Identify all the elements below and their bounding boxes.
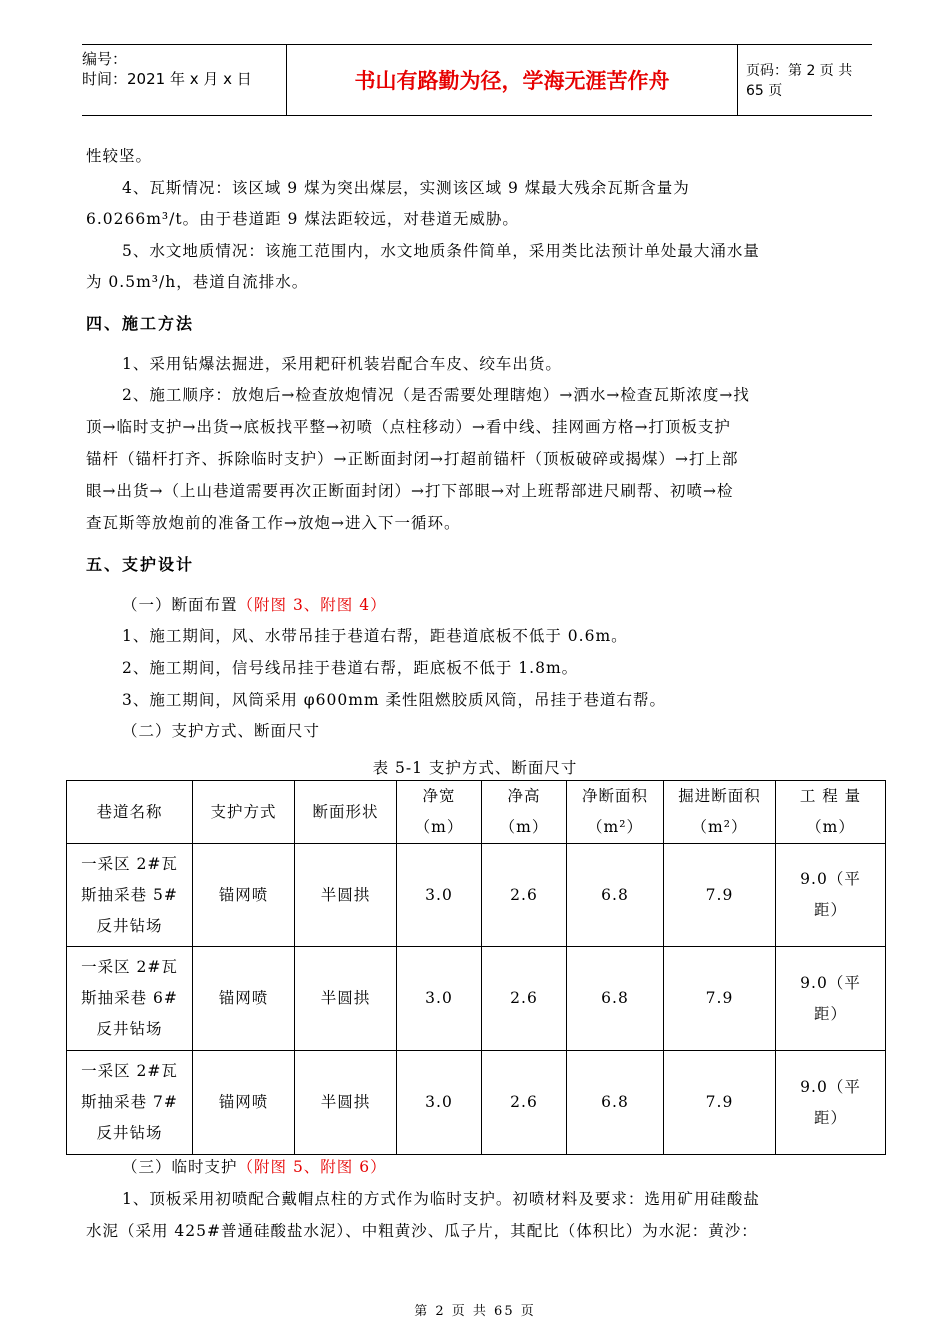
cell-name <box>67 947 193 1051</box>
cell-width: 3.0 <box>397 1051 482 1155</box>
header-width-unit: （m） <box>414 818 464 836</box>
header-motto: 书山有路勤为径，学海无涯苦作舟 <box>286 45 738 115</box>
header-height-unit: （m） <box>499 818 549 836</box>
header-shape: 断面形状 <box>295 781 397 844</box>
cell-quantity-line: 9.0（平 <box>800 1077 861 1096</box>
header-net-area <box>567 781 664 844</box>
page-footer: 第 2 页 共 65 页 <box>414 1304 536 1319</box>
paragraph-temporary-line2: 水泥（采用 425#普通硅酸盐水泥）、中粗黄沙、瓜子片，其配比（体积比）为水泥：黄沙： <box>86 1222 758 1240</box>
cell-name-line: 一采区 2#瓦 <box>81 1062 178 1080</box>
cell-height: 2.6 <box>482 1051 567 1155</box>
header-name: 巷道名称 <box>67 781 193 844</box>
cell-height: 2.6 <box>482 844 567 947</box>
cell-quantity <box>776 844 886 947</box>
paragraph-sequence-line1: 2、施工顺序：放炮后→检查放炮情况（是否需要处理瞎炮）→洒水→检查瓦斯浓度→找 <box>122 386 750 404</box>
paragraph-layout-2: 2、施工期间，信号线吊挂于巷道右帮，距底板不低于 1.8m。 <box>122 659 579 677</box>
header-net-area-unit: （m²） <box>587 818 643 836</box>
cell-name <box>67 844 193 947</box>
paragraph-gas-line2: 6.0266m³/t。由于巷道距 9 煤法距较远，对巷道无威胁。 <box>86 210 519 228</box>
cell-quantity-line: 距） <box>813 1108 847 1127</box>
cell-name-line: 斯抽采巷 6# <box>81 989 178 1007</box>
cell-support: 锚网喷 <box>193 947 295 1051</box>
subheading-support-dimensions: （二）支护方式、断面尺寸 <box>122 722 321 740</box>
cell-dig-area: 7.9 <box>664 1051 776 1155</box>
cell-name <box>67 1051 193 1155</box>
cell-name-line: 斯抽采巷 7# <box>81 1093 178 1111</box>
cell-quantity <box>776 1051 886 1155</box>
cell-name-line: 反井钻场 <box>96 1124 163 1142</box>
cell-quantity-line: 距） <box>813 1004 847 1023</box>
cell-net-area: 6.8 <box>567 1051 664 1155</box>
table-header-row <box>67 781 886 844</box>
paragraph-temporary-line1: 1、顶板采用初喷配合戴帽点柱的方式作为临时支护。初喷材料及要求：选用矿用硅酸盐 <box>122 1190 760 1208</box>
cell-name-line: 一采区 2#瓦 <box>81 854 178 873</box>
section-heading-support: 五、支护设计 <box>86 555 195 574</box>
subheading-text: （一）断面布置 <box>122 596 238 614</box>
section-heading-construction: 四、施工方法 <box>86 314 195 333</box>
page-header <box>82 44 872 116</box>
cell-quantity-line: 距） <box>813 901 847 919</box>
paragraph-method-1: 1、采用钻爆法掘进，采用耙矸机装岩配合车皮、绞车出货。 <box>122 355 562 373</box>
cell-quantity-line: 9.0（平 <box>800 973 861 992</box>
paragraph-hydro-line2: 为 0.5m³/h，巷道自流排水。 <box>86 273 309 291</box>
cell-net-area: 6.8 <box>567 844 664 947</box>
cell-name-line: 一采区 2#瓦 <box>81 958 178 976</box>
cell-shape: 半圆拱 <box>295 844 397 947</box>
document-number-label: 编号： <box>82 50 128 68</box>
table-row <box>67 947 886 1051</box>
cell-support: 锚网喷 <box>193 1051 295 1155</box>
paragraph-layout-3: 3、施工期间，风筒采用 φ600mm 柔性阻燃胶质风筒，吊挂于巷道右帮。 <box>122 691 667 709</box>
cell-dig-area: 7.9 <box>664 947 776 1051</box>
table-row <box>67 844 886 947</box>
paragraph-line: 性较坚。 <box>86 147 153 165</box>
cell-name-line: 反井钻场 <box>96 916 163 935</box>
cell-height: 2.6 <box>482 947 567 1051</box>
header-width <box>397 781 482 844</box>
subheading-text: （三）临时支护 <box>122 1158 238 1176</box>
paragraph-hydro-line1: 5、水文地质情况：该施工范围内，水文地质条件简单，采用类比法预计单处最大涌水量 <box>122 242 760 260</box>
cell-name-line: 反井钻场 <box>96 1020 163 1038</box>
cell-width: 3.0 <box>397 844 482 947</box>
cell-net-area: 6.8 <box>567 947 664 1051</box>
subheading-section-layout <box>122 595 912 615</box>
cell-name-line: 斯抽采巷 5# <box>81 885 178 904</box>
paragraph-sequence-line3: 锚杆（锚杆打齐、拆除临时支护）→正断面封闭→打超前锚杆（顶板破碎或揭煤）→打上部 <box>86 450 739 468</box>
cell-quantity-line: 9.0（平 <box>800 870 861 888</box>
paragraph-sequence-line2: 顶→临时支护→出货→底板找平整→初喷（点柱移动）→看中线、挂网画方格→打顶板支护 <box>86 418 731 436</box>
header-quantity-label: 工 程 量 <box>799 787 862 805</box>
support-table <box>66 780 886 1155</box>
header-support: 支护方式 <box>193 781 295 844</box>
cell-shape: 半圆拱 <box>295 1051 397 1155</box>
document-time-label: 时间：2021 年 x 月 x 日 <box>82 70 252 88</box>
table-caption: 表 5-1 支护方式、断面尺寸 <box>372 759 578 777</box>
header-dig-area <box>664 781 776 844</box>
header-meta <box>82 49 278 109</box>
table-row <box>67 1051 886 1155</box>
paragraph-sequence-line5: 查瓦斯等放炮前的准备工作→放炮→进入下一循环。 <box>86 514 461 532</box>
paragraph-sequence-line4: 眼→出货→（上山巷道需要再次正断面封闭）→打下部眼→对上班帮部进尺刷帮、初喷→检 <box>86 482 734 500</box>
cell-dig-area: 7.9 <box>664 844 776 947</box>
cell-width: 3.0 <box>397 947 482 1051</box>
cell-support: 锚网喷 <box>193 844 295 947</box>
paragraph-gas-line1: 4、瓦斯情况：该区域 9 煤为突出煤层，实测该区域 9 煤最大残余瓦斯含量为 <box>122 179 690 197</box>
header-quantity-unit: （m） <box>806 818 855 836</box>
cell-shape: 半圆拱 <box>295 947 397 1051</box>
figure-reference: （附图 3、附图 4） <box>237 596 387 614</box>
subheading-temporary-support <box>122 1157 912 1177</box>
header-width-label: 净宽 <box>422 787 456 805</box>
header-quantity <box>776 781 886 844</box>
header-height-label: 净高 <box>507 787 541 805</box>
header-page-number: 页码：第 2 页 共 65 页 <box>746 63 853 99</box>
header-dig-area-unit: （m²） <box>691 818 748 836</box>
figure-reference: （附图 5、附图 6） <box>237 1158 387 1176</box>
header-net-area-label: 净断面积 <box>581 787 648 805</box>
header-dig-area-label: 掘进断面积 <box>678 787 761 805</box>
paragraph-layout-1: 1、施工期间，风、水带吊挂于巷道右帮，距巷道底板不低于 0.6m。 <box>122 627 628 645</box>
header-height <box>482 781 567 844</box>
cell-quantity <box>776 947 886 1051</box>
